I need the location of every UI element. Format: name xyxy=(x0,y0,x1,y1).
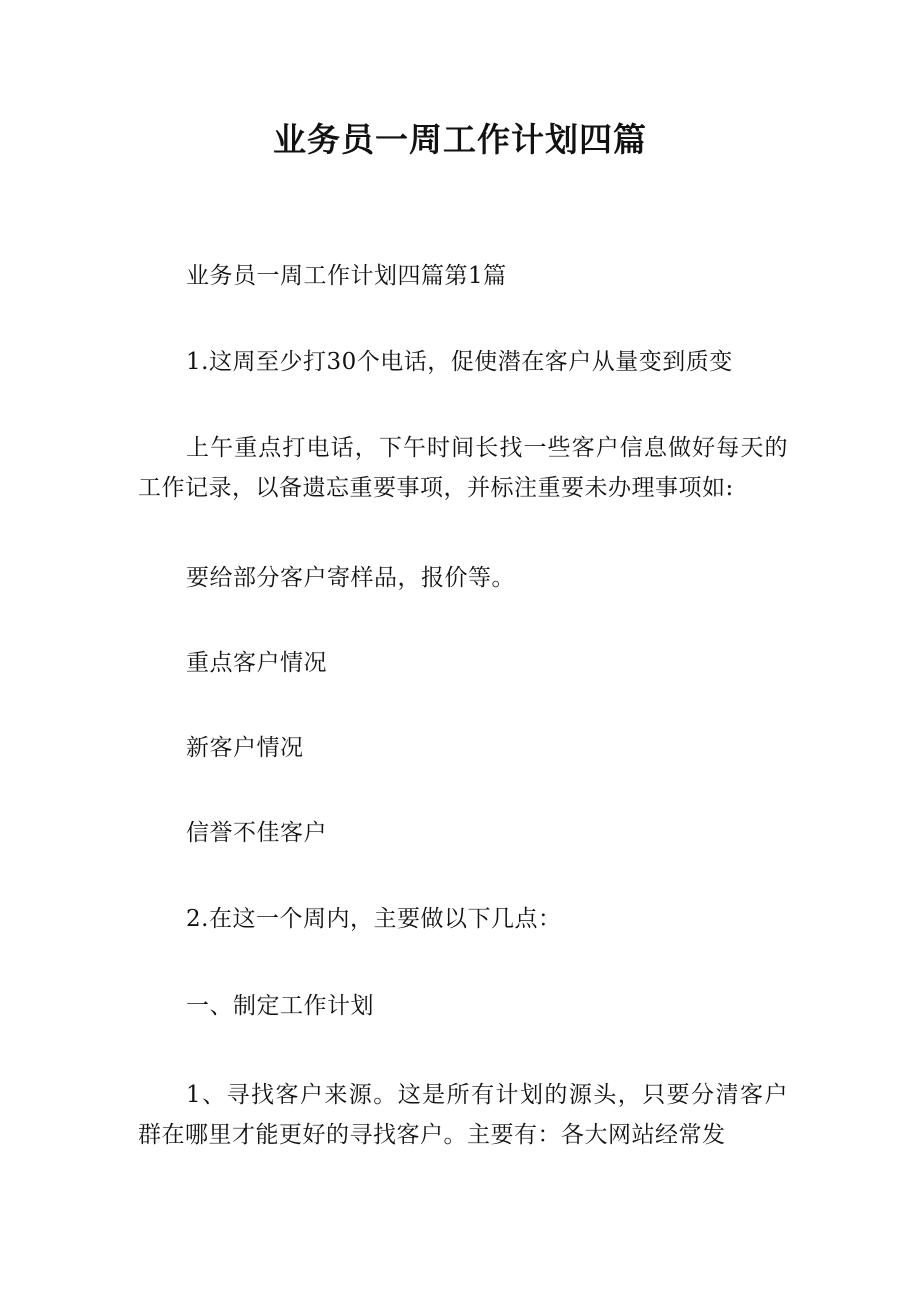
paragraph-daily-routine: 上午重点打电话，下午时间长找一些客户信息做好每天的工作记录，以备遗忘重要事项，并标注重要未办理事项如: xyxy=(138,435,788,501)
paragraph-section-heading: 业务员一周工作计划四篇第1篇 xyxy=(186,263,507,289)
paragraph-phone-calls: 1.这周至少打30个电话，促使潜在客户从量变到质变 xyxy=(186,349,733,375)
paragraph-samples-quotes: 要给部分客户寄样品，报价等。 xyxy=(186,565,515,591)
paragraph-poor-credit-customers: 信誉不佳客户 xyxy=(186,820,327,846)
paragraph-find-customers: 1、寻找客户来源。这是所有计划的源头，只要分清客户群在哪里才能更好的寻找客户。主要有：各大网站经常发 xyxy=(138,1082,788,1148)
paragraph-make-plan: 一、制定工作计划 xyxy=(186,993,374,1019)
paragraph-weekly-focus: 2.在这一个周内，主要做以下几点： xyxy=(186,906,562,932)
paragraph-key-customers: 重点客户情况 xyxy=(186,650,327,676)
paragraph-new-customers: 新客户情况 xyxy=(186,735,304,761)
document-title: 业务员一周工作计划四篇 xyxy=(273,120,647,159)
